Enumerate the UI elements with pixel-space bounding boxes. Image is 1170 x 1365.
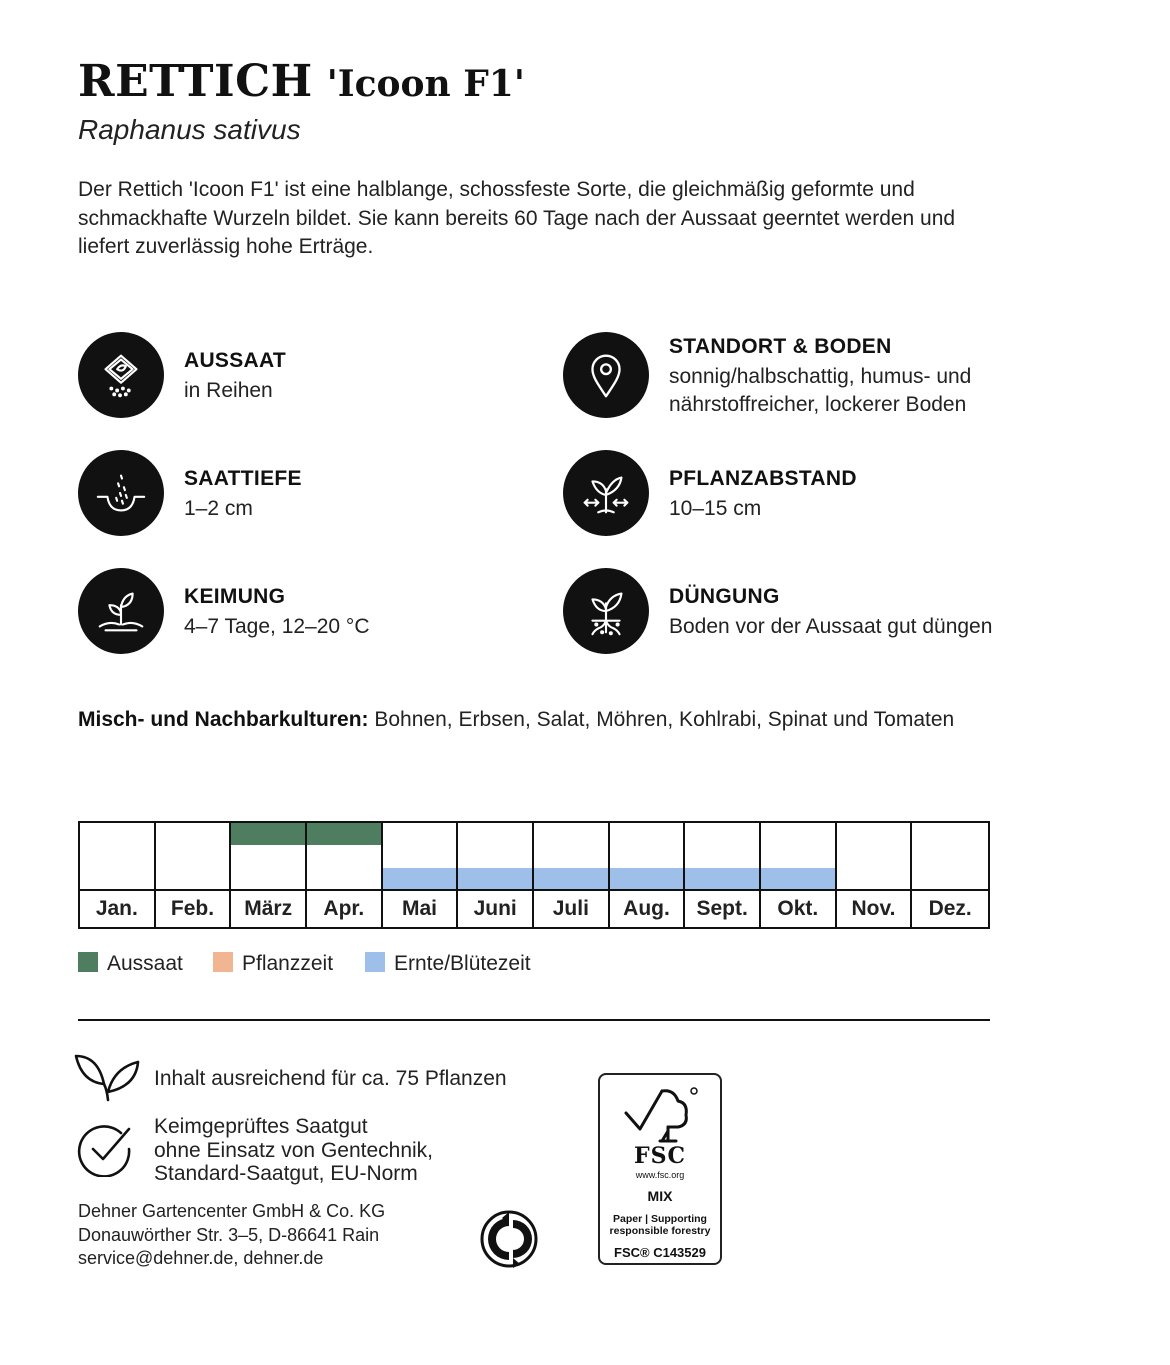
fsc-tree-check-icon [622, 1085, 702, 1143]
calendar-month [761, 823, 837, 927]
leaves-icon [74, 1052, 142, 1102]
calendar-month [837, 823, 913, 927]
location-pin-icon [563, 332, 649, 418]
seed-quality-line: ohne Einsatz von Gentechnik, [154, 1138, 434, 1162]
company-street: Donauwörther Str. 3–5, D-86641 Rain [78, 1224, 380, 1245]
feature-label: PFLANZABSTAND [669, 467, 857, 490]
fsc-license-code: FSC® C143529 [614, 1245, 706, 1260]
calendar-month-label: Jan. [80, 889, 154, 927]
legend-label: Aussaat [107, 952, 183, 975]
legend-harvest [365, 952, 531, 976]
checkmark-circle-icon [77, 1121, 133, 1177]
feature-value [669, 363, 971, 419]
calendar-month-label: Sept. [685, 889, 759, 927]
feature-value: 4–7 Tage, 12–20 °C [184, 615, 370, 638]
calendar-month [156, 823, 232, 927]
fsc-claim [600, 1213, 720, 1237]
fsc-url: www.fsc.org [635, 1170, 685, 1180]
calendar-month [610, 823, 686, 927]
calendar-month-label: Juni [458, 889, 532, 927]
sowing-depth-icon [78, 450, 164, 536]
calendar-month-label: März [231, 889, 305, 927]
seed-quality [154, 1115, 433, 1186]
calendar-month-label: Dez. [912, 889, 988, 927]
divider [78, 1019, 990, 1021]
legend-label: Ernte/Blütezeit [394, 952, 531, 975]
calendar-month-label: Apr. [307, 889, 381, 927]
harvest-bar [458, 868, 532, 890]
seed-quality-line: Standard-Saatgut, EU-Norm [154, 1162, 418, 1185]
sowing-calendar [78, 821, 990, 929]
product-title [78, 56, 525, 107]
seed-packet-icon [78, 332, 164, 418]
calendar-month-label: Aug. [610, 889, 684, 927]
harvest-bar [685, 868, 759, 890]
legend-sowing [78, 952, 183, 976]
legend-swatch-harvest [365, 952, 385, 972]
plant-spacing-icon [563, 450, 649, 536]
product-variety: 'Icoon F1' [326, 63, 525, 105]
feature-label: DÜNGUNG [669, 585, 780, 608]
feature-value: 1–2 cm [184, 497, 253, 520]
feature-label: SAATTIEFE [184, 467, 302, 490]
feature-label: KEIMUNG [184, 585, 286, 608]
fsc-mix-label: MIX [647, 1188, 673, 1204]
legend-swatch-sowing [78, 952, 98, 972]
calendar-month-label: Nov. [837, 889, 911, 927]
calendar-month [458, 823, 534, 927]
fsc-claim-line: responsible forestry [609, 1225, 711, 1237]
calendar-month [383, 823, 459, 927]
sowing-bar [307, 823, 381, 845]
calendar-month-label: Feb. [156, 889, 230, 927]
calendar-month-label: Okt. [761, 889, 835, 927]
harvest-bar [383, 868, 457, 890]
feature-label: AUSSAAT [184, 349, 287, 372]
calendar-month [307, 823, 383, 927]
feature-value: Boden vor der Aussaat gut düngen [669, 615, 993, 638]
calendar-month-label: Juli [534, 889, 608, 927]
harvest-bar [761, 868, 835, 890]
calendar-month-label: Mai [383, 889, 457, 927]
legend-swatch-planting [213, 952, 233, 972]
fertilizer-icon [563, 568, 649, 654]
legend-planting [213, 952, 333, 976]
fsc-certification-logo [598, 1073, 722, 1265]
calendar-month [534, 823, 610, 927]
company-contact: service@dehner.de, dehner.de [78, 1248, 324, 1268]
fsc-claim-line: Paper | Supporting [613, 1213, 707, 1225]
calendar-month [231, 823, 307, 927]
calendar-month [80, 823, 156, 927]
calendar-month [685, 823, 761, 927]
calendar-month [912, 823, 988, 927]
feature-value: in Reihen [184, 379, 273, 402]
sprout-icon [78, 568, 164, 654]
feature-value-line: nährstoffreicher, lockerer Boden [669, 393, 967, 416]
companion-plants-label: Misch- und Nachbarkulturen: [78, 708, 369, 731]
feature-label: STANDORT & BODEN [669, 335, 892, 358]
product-description: Der Rettich 'Icoon F1' ist eine halblange, schossfeste Sorte, die gleichmäßig geformte und schmackhafte Wurzeln bildet. Sie kann bereits 60 Tage nach der Aussaat geerntet werden und liefert zuverlässig hohe Erträge. [78, 178, 956, 258]
seed-quantity: Inhalt ausreichend für ca. 75 Pflanzen [154, 1067, 507, 1090]
sowing-bar [231, 823, 305, 845]
companion-plants [78, 708, 954, 732]
company-address [78, 1200, 385, 1271]
fsc-name: FSC [633, 1143, 687, 1169]
feature-value: 10–15 cm [669, 497, 762, 520]
harvest-bar [534, 868, 608, 890]
company-name: Dehner Gartencenter GmbH & Co. KG [78, 1201, 386, 1221]
green-dot-recycling-icon [480, 1210, 538, 1268]
seed-quality-line: Keimgeprüftes Saatgut [154, 1115, 368, 1138]
legend-label: Pflanzzeit [242, 952, 334, 975]
companion-plants-value: Bohnen, Erbsen, Salat, Möhren, Kohlrabi, Spinat und Tomaten [374, 708, 955, 731]
feature-value-line: sonnig/halbschattig, humus- und [669, 365, 972, 388]
latin-name: Raphanus sativus [78, 114, 301, 145]
product-name: RETTICH [78, 56, 313, 107]
harvest-bar [610, 868, 684, 890]
